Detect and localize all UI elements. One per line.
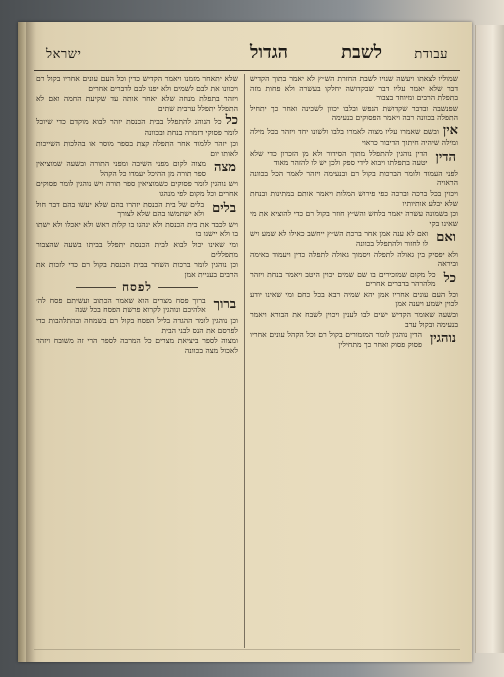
catchword: ואם: [436, 230, 456, 246]
left-text-column: [36, 74, 238, 648]
catchword: נוהגין: [429, 331, 456, 347]
header-left-title: הגדול: [250, 42, 288, 63]
paragraph: וכן נוהגין לומר ברכות השחר בבית הכנסת בקול רם כדי לזכות את הרבים בעניית אמן: [36, 260, 238, 279]
paragraph-text: כל מקום שמזכירים בו שם שמים יכוין היטב ויאמר בנחת ויזהר מלהרהר בדברים אחרים: [250, 269, 436, 289]
paragraph: [250, 124, 458, 148]
paragraph: וכן יזהר ללמוד אחר התפלה קצת בספר מוסר או בהלכות השייכות לאותו יום: [36, 138, 238, 158]
paragraph: [36, 159, 238, 178]
paragraph-text: ברוך פסח מצרים הוא שאמר הכתוב ועשיתם פסח לה׳ אלהיכם ונוהגין לקרוא פרשת הפסח בכל שנה: [36, 295, 206, 315]
page-edge: [18, 22, 26, 662]
spine-shadow: [26, 22, 36, 662]
paragraph: ויכוין בכל ברכה וברכה כפי פירוש המלות ויאמר אותם במתינות ובנחת שלא יבלע אותיותיו: [250, 188, 458, 208]
catchword: מצה: [214, 160, 236, 176]
paragraph-text: הדין נוהגין להתפלל מתוך הסידור ולא מן הזכרון כדי שלא יטעה בתפלתו ויבוא לידי ספק ולכן יש לו להזהר מאוד: [250, 148, 428, 168]
back-cover-board: [475, 25, 504, 653]
paragraph: [250, 229, 458, 248]
paragraph: ומצוה לספר ביציאת מצרים כל המרבה לספר הרי זה משובח ויזהר לאכול מצה בכוונה: [36, 336, 238, 355]
catchword: אין: [442, 122, 458, 138]
book-page: [18, 22, 472, 662]
paragraph: וכל העם עונים אחריו אמן יהא שמיה רבא בכל כחם ומי שאינו יודע לכוין ישמע ויענה אמן: [250, 289, 458, 309]
paragraph: ויש לכבד את בית הכנסת ולא ינהגו בו קלות ראש ולא יאכלו ולא ישתו בו ולא יישנו בו: [36, 219, 238, 239]
paragraph: [250, 149, 458, 168]
column-divider: [244, 74, 245, 648]
header-right-title: לשבת: [341, 42, 382, 63]
catchword: הדין: [435, 149, 456, 165]
paragraph: ובשעה שאומר הקדיש ישים לבו לענין ויכוין לשבח את הבורא ויאמר בנעימה ובקול ערב: [250, 310, 458, 329]
section-heading: לפסח: [36, 283, 238, 293]
paragraph-text: כל הנוהג להתפלל בבית הכנסת יזהר לבוא מוקדם כדי שיוכל לומר פסוקי דזמרה בנחת ובכוונה: [36, 117, 238, 138]
catchword: בלים: [212, 200, 236, 216]
catchword: ברוך: [213, 296, 236, 312]
paragraph: שמוליו לצאתו ויעשה שנויו לשבת החזרת הש״ץ לא יאמר בתוך הקדיש דבר שלא יאמר עליו דבר שבקדושה יחלקו בעשרה ולא פחות מזה בתפלת הרבים ומיוחד בצבור: [250, 74, 458, 103]
bottom-margin-line: [34, 649, 460, 650]
paragraph-text: בלים של בית הכנסת יזהרו בהם שלא יעשו בהם דבר חול ולא ישתמשו בהם שלא לצורך: [36, 199, 205, 219]
header-rule: [34, 70, 460, 71]
paragraph: וכן בשמונה עשרה יאמר בלחש והש״ץ חוזר בקול רם כדי להוציא את מי שאינו בקי: [250, 209, 458, 228]
paragraph: לפני העמוד ולומר הברכות בקול רם ובנעימה ויזהר לאמר הכל בכוונה הראויה: [250, 168, 458, 188]
paragraph: שפנשבה ובדבר שקדושת הנפש ובלבו יכוון לשכינה ואחר כך יתחיל התפלה בכוונה רבה ויאמר הפסוקים בנעימה: [250, 103, 458, 123]
paragraph: [36, 114, 238, 138]
paragraph: [250, 270, 458, 289]
paragraph: [36, 296, 238, 315]
paragraph: [36, 200, 238, 219]
paragraph-text: ובשם שאמרו עליו מצוה לאמרו בלבו ולשונו יחד ויזהר בכל מילה ומילה שיהיה חיתוך הדיבור כראוי: [250, 126, 458, 147]
catchword: כל: [225, 113, 238, 129]
running-header: [34, 44, 460, 70]
paragraph: ויש נוהגין לומר פסוקים כשמוציאין ספר תורה ויש נוהגין לומר פסוקים אחרים וכל מקום לפי מנהגו: [36, 179, 238, 198]
header-left-word: ישראל: [46, 47, 82, 62]
catchword: כל: [443, 270, 456, 286]
header-right-word: עבודת: [414, 47, 448, 62]
right-text-column: [250, 74, 458, 648]
paragraph: ומי שאינו יכול לבוא לבית הכנסת יתפלל בביתו בשעה שהצבור מתפללים: [36, 239, 238, 259]
paragraph: [250, 330, 458, 349]
paragraph: ויזהר בתפלת מנחה שלא יאחר אותה עד שקיעת החמה ואם לא התפלל יתפלל ערבית שתים: [36, 94, 238, 113]
paragraph-text: מצוה לקום מפני השיבה ומפני התורה ובשעה שמוציאין ספר תורה מן ההיכל יעמדו כל הקהל: [36, 159, 206, 178]
paragraph: ולא יפסיק בין גאולה לתפלה ויסמוך גאולה לתפלה כדין ויעמוד באימה וביראה: [250, 249, 458, 269]
paragraph: וכן נוהגין לומר ההגדה בליל הפסח בקול רם בשמחה ובהתלהבות כדי לפרסם את הנס לבני הבית: [36, 316, 238, 335]
paragraph: שלא יתאחר מזמנו ויאמר הקדיש כדין וכל העם עונים אחריו בקול רם ויכוונו את לבם לשמים ולא יפנו לבם לדברים אחרים: [36, 74, 238, 93]
paragraph-text: הדין נוהגין לומר המזמורים בקול רם וכל הקהל עונים אחריו פסוק פסוק ואחר כך מתחילין: [250, 330, 422, 349]
paragraph-text: ואם לא ענה אמן אחר ברכת הש״ץ ייחשב כאילו לא שמע ויש לו לחזור ולהתפלל בכוונה: [250, 229, 429, 248]
